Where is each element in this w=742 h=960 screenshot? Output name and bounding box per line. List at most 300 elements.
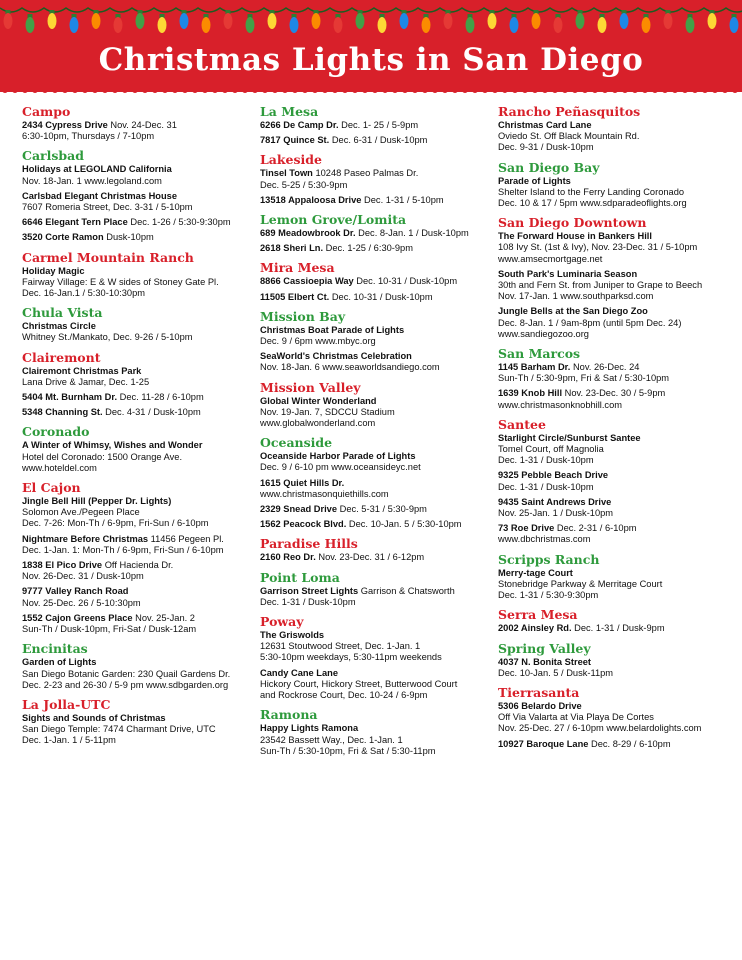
- listing-entry: [22, 164, 250, 186]
- entry-detail-line: Dec. 9 / 6-10 pm www.oceansideyc.net: [260, 462, 421, 473]
- listing-entry: [260, 723, 492, 757]
- entry-detail-line: 6:30-10pm, Thursdays / 7-10pm: [22, 131, 155, 142]
- light-bulb-icon: [708, 10, 717, 29]
- entry-inline-detail: Dec. 6-31 / Dusk-10pm: [329, 135, 428, 146]
- section-heading: La Mesa: [260, 104, 319, 119]
- listing-entry: [498, 470, 738, 492]
- entry-name: Christmas Circle: [22, 321, 96, 332]
- section-heading: Tierrasanta: [498, 684, 580, 700]
- entry-first-line: [22, 266, 250, 277]
- entry-detail-line: Nov. 25-Dec. 27 / 6-10pm www.belardolights.com: [498, 723, 702, 734]
- entry-first-line: [22, 232, 250, 243]
- entry-name: Jingle Bell Hill (Pepper Dr. Lights): [22, 496, 172, 507]
- listing-entry: [22, 120, 250, 142]
- entry-first-line: [498, 568, 738, 579]
- section-mission-bay: [260, 309, 492, 374]
- light-bulb-icon: [532, 10, 541, 29]
- entry-name: Tinsel Town: [260, 168, 313, 179]
- entry-inline-detail: Off Hacienda Dr.: [102, 560, 174, 571]
- entry-first-line: [498, 231, 738, 242]
- entry-name: 2002 Ainsley Rd.: [498, 623, 572, 634]
- entry-name: 1838 El Pico Drive: [22, 560, 103, 571]
- entry-first-line: [498, 470, 738, 481]
- entry-name: Jungle Bells at the San Diego Zoo: [498, 306, 648, 317]
- listing-entry: [260, 478, 492, 500]
- entry-detail-line: Nov. 26-Dec. 31 / Dusk-10pm: [22, 571, 144, 582]
- light-bulb-icon: [202, 14, 211, 33]
- entry-first-line: [498, 176, 738, 187]
- entry-name: Global Winter Wonderland: [260, 395, 377, 406]
- entry-inline-detail: Nov. 26-Dec. 24: [570, 362, 640, 373]
- entry-name: 1639 Knob Hill: [498, 388, 563, 399]
- light-bulb-icon: [224, 10, 233, 29]
- entry-first-line: [260, 168, 492, 179]
- entry-detail-line: Dec. 1-Jan. 1: Mon-Th / 6-9pm, Fri-Sun / 6-10pm: [22, 544, 224, 555]
- section-heading: Point Loma: [260, 569, 340, 585]
- light-bulb-icon: [334, 14, 343, 33]
- listing-entry: [22, 496, 250, 530]
- entry-inline-detail: Dusk-10pm: [103, 232, 154, 243]
- section-heading: Poway: [260, 614, 304, 630]
- entry-first-line: [260, 120, 492, 131]
- entry-website: www.christmasonquiethills.com: [260, 488, 389, 499]
- section-heading: Campo: [22, 104, 71, 119]
- entry-first-line: [260, 519, 492, 530]
- light-bulb-icon: [114, 14, 123, 33]
- entry-first-line: [498, 701, 738, 712]
- entry-first-line: [260, 325, 492, 336]
- entry-inline-detail: Dec. 2-31 / 6-10pm: [554, 523, 637, 534]
- listing-entry: [260, 351, 492, 373]
- section-heading: San Diego Bay: [498, 159, 600, 175]
- light-bulb-icon: [598, 14, 607, 33]
- entry-detail-line: Tomel Court, off Magnolia: [498, 444, 604, 455]
- entry-name: 6646 Elegant Tern Place: [22, 217, 128, 228]
- entry-first-line: [498, 523, 738, 534]
- entry-inline-detail: Garrison & Chatsworth: [358, 585, 455, 596]
- section-heading: Clairemont: [22, 349, 101, 365]
- entry-name: 1615 Quiet Hills Dr.: [260, 477, 345, 488]
- section-heading: Mission Valley: [260, 379, 361, 395]
- section-santee: [498, 417, 738, 546]
- entry-detail-line: 7607 Romeria Street, Dec. 3-31 / 5-10pm: [22, 202, 193, 213]
- section-heading: San Marcos: [498, 346, 581, 362]
- entry-detail-line: Fairway Village: E & W sides of Stoney Gate Pl.: [22, 276, 219, 287]
- entry-inline-detail: Nov. 24-Dec. 31: [107, 120, 177, 130]
- light-bulb-icon: [48, 10, 57, 29]
- section-heading: La Jolla-UTC: [22, 696, 111, 712]
- light-bulb-icon: [246, 14, 255, 33]
- page-title: Christmas Lights in San Diego: [98, 42, 644, 78]
- entry-first-line: [22, 657, 250, 668]
- listing-entry: [498, 497, 738, 519]
- entry-first-line: [22, 586, 250, 597]
- column-left: [22, 104, 250, 753]
- listing-entry: [22, 407, 250, 418]
- entry-name: The Griswolds: [260, 630, 325, 641]
- entry-name: Christmas Card Lane: [498, 120, 592, 130]
- light-bulb-icon: [466, 14, 475, 33]
- listing-entry: [260, 396, 492, 430]
- section-heading: Encinitas: [22, 641, 88, 657]
- light-bulb-icon: [356, 10, 365, 29]
- entry-name: Happy Lights Ramona: [260, 723, 359, 734]
- light-bulb-icon: [642, 14, 651, 33]
- entry-first-line: [260, 451, 492, 462]
- listing-entry: [22, 560, 250, 582]
- section-la-jolla-utc: [22, 697, 250, 747]
- entry-detail-line: Dec. 9-31 / Dusk-10pm: [498, 142, 594, 153]
- section-chula-vista: [22, 305, 250, 343]
- section-heading: Serra Mesa: [498, 607, 578, 623]
- listing-entry: [260, 668, 492, 702]
- entry-inline-detail: Dec. 8-Jan. 1 / Dusk-10pm: [355, 228, 469, 239]
- section-mission-valley: [260, 380, 492, 430]
- listing-entry: [22, 440, 250, 474]
- entry-first-line: [498, 433, 738, 444]
- entry-name: 2329 Snead Drive: [260, 504, 338, 515]
- entry-name: 10927 Baroque Lane: [498, 738, 589, 749]
- entry-first-line: [260, 396, 492, 407]
- section-heading: Oceanside: [260, 435, 333, 451]
- entry-name: 9435 Saint Andrews Drive: [498, 496, 612, 507]
- entry-name: The Forward House in Bankers Hill: [498, 231, 652, 242]
- entry-first-line: [498, 739, 738, 750]
- section-heading: El Cajon: [22, 480, 81, 496]
- entry-inline-detail: Nov. 25-Jan. 2: [132, 612, 195, 623]
- entry-first-line: [22, 713, 250, 724]
- entry-first-line: [260, 630, 492, 641]
- entry-first-line: [22, 534, 250, 545]
- light-bulb-icon: [4, 10, 13, 29]
- section-heading: Lakeside: [260, 152, 322, 168]
- entry-first-line: [22, 191, 250, 202]
- section-heading: Ramona: [260, 707, 318, 723]
- section-lemon-grove-lomita: [260, 212, 492, 254]
- entry-first-line: [260, 552, 492, 563]
- section-la-mesa: [260, 104, 492, 146]
- entry-first-line: [498, 657, 738, 668]
- entry-first-line: [260, 195, 492, 206]
- entry-detail-line: Dec. 9 / 6pm www.mbyc.org: [260, 336, 376, 347]
- light-bulb-icon: [180, 10, 189, 29]
- entry-inline-detail: Dec. 1-31 / 5-10pm: [361, 194, 444, 205]
- entry-inline-detail: Dec. 8-29 / 6-10pm: [588, 738, 671, 749]
- section-heading: Rancho Peñasquitos: [498, 104, 641, 119]
- listing-entry: [260, 120, 492, 131]
- entry-website: www.globalwonderland.com: [260, 418, 376, 429]
- entry-name: Starlight Circle/Sunburst Santee: [498, 432, 641, 443]
- entry-first-line: [22, 217, 250, 228]
- section-el-cajon: [22, 480, 250, 635]
- entry-detail-line: Nov. 18-Jan. 1 www.legoland.com: [22, 175, 162, 186]
- section-oceanside: [260, 435, 492, 530]
- entry-detail-line: Oviedo St. Off Black Mountain Rd.: [498, 131, 640, 142]
- header-banner: [0, 0, 742, 92]
- entry-first-line: [260, 243, 492, 254]
- entry-name: Holiday Magic: [22, 265, 85, 276]
- entry-detail-line: Dec. 1-Jan. 1 / 5-11pm: [22, 735, 116, 746]
- listing-entry: [260, 292, 492, 303]
- entry-detail-line: Dec. 8-Jan. 1 / 9am-8pm (until 5pm Dec. 24): [498, 317, 682, 328]
- section-rancho-penasquitos: [498, 104, 738, 154]
- entry-name: SeaWorld's Christmas Celebration: [260, 351, 412, 362]
- section-heading: Lemon Grove/Lomita: [260, 212, 407, 228]
- entry-detail-line: Dec. 5-25 / 5:30-9pm: [260, 179, 348, 190]
- light-bulb-icon: [554, 14, 563, 33]
- entry-name: 4037 N. Bonita Street: [498, 656, 592, 667]
- entry-first-line: [498, 362, 738, 373]
- listing-entry: [498, 739, 738, 750]
- light-bulb-icon: [576, 10, 585, 29]
- section-lakeside: [260, 152, 492, 206]
- entry-detail-line: Dec. 1-31 / Dusk-10pm: [498, 455, 594, 466]
- entry-first-line: [22, 321, 250, 332]
- listing-entry: [22, 586, 250, 608]
- listing-entry: [22, 266, 250, 300]
- light-bulb-icon: [422, 14, 431, 33]
- light-bulb-icon: [378, 14, 387, 33]
- light-bulb-icon: [70, 14, 79, 33]
- listing-entry: [260, 135, 492, 146]
- entry-inline-detail: 11456 Pegeen Pl.: [148, 533, 224, 544]
- listing-entry: [22, 613, 250, 635]
- entry-first-line: [22, 440, 250, 451]
- listing-entry: [260, 195, 492, 206]
- entry-inline-detail: Dec. 10-Jan. 5 / 5:30-10pm: [346, 519, 462, 530]
- entry-first-line: [22, 392, 250, 403]
- light-bulb-icon: [158, 14, 167, 33]
- entry-detail-line: Sun-Th / 5:30-9pm, Fri & Sat / 5:30-10pm: [498, 373, 670, 384]
- section-encinitas: [22, 641, 250, 691]
- section-heading: Coronado: [22, 424, 90, 440]
- entry-website: www.dbchristmas.com: [498, 534, 591, 545]
- listing-entry: [260, 325, 492, 347]
- entry-inline-detail: Dec. 1-31 / Dusk-9pm: [571, 623, 665, 634]
- entry-detail-line: Dec. 2-23 and 26-30 / 5-9 pm www.sdbgarden.org: [22, 679, 229, 690]
- entry-first-line: [260, 228, 492, 239]
- listing-entry: [498, 701, 738, 735]
- entry-name: 73 Roe Drive: [498, 523, 555, 534]
- entry-inline-detail: Dec. 10-31 / Dusk-10pm: [353, 276, 458, 287]
- entry-website: www.sandiegozoo.org: [498, 328, 589, 339]
- entry-detail-line: Sun-Th / Dusk-10pm, Fri-Sat / Dusk-12am: [22, 624, 197, 635]
- entry-detail-line: San Diego Botanic Garden: 230 Quail Gardens Dr.: [22, 668, 231, 679]
- entry-detail-line: Nov. 25-Dec. 26 / 5-10:30pm: [22, 597, 141, 608]
- entry-detail-line: Sun-Th / 5:30-10pm, Fri & Sat / 5:30-11pm: [260, 745, 436, 756]
- listing-entry: [22, 657, 250, 691]
- entry-name: Garden of Lights: [22, 657, 97, 668]
- section-tierrasanta: [498, 685, 738, 750]
- entry-inline-detail: 10248 Paseo Palmas Dr.: [312, 168, 419, 179]
- entry-name: 9777 Valley Ranch Road: [22, 586, 129, 597]
- entry-first-line: [498, 623, 738, 634]
- entry-name: Nightmare Before Christmas: [22, 533, 149, 544]
- christmas-lights-string-icon: [0, 0, 742, 40]
- entry-name: 9325 Pebble Beach Drive: [498, 470, 609, 481]
- entry-name: 1562 Peacock Blvd.: [260, 519, 347, 530]
- listing-entry: [22, 534, 250, 556]
- listing-entry: [260, 552, 492, 563]
- listing-entry: [22, 713, 250, 747]
- entry-website: www.amsecmortgage.net: [498, 253, 603, 264]
- listing-entry: [498, 388, 738, 410]
- entry-detail-line: 12631 Stoutwood Street, Dec. 1-Jan. 1: [260, 641, 421, 652]
- entry-detail-line: Dec. 1-31 / 5:30-9:30pm: [498, 590, 599, 601]
- listing-entry: [22, 191, 250, 213]
- entry-detail-line: Shelter Island to the Ferry Landing Coronado: [498, 186, 685, 197]
- section-paradise-hills: [260, 536, 492, 563]
- entry-detail-line: Nov. 25-Jan. 1 / Dusk-10pm: [498, 508, 614, 519]
- entry-website: www.hoteldel.com: [22, 462, 97, 473]
- entry-detail-line: Off Via Valarta at Via Playa De Cortes: [498, 712, 654, 723]
- listing-entry: [260, 586, 492, 608]
- section-clairemont: [22, 350, 250, 419]
- entry-name: Oceanside Harbor Parade of Lights: [260, 451, 416, 462]
- listing-entry: [22, 392, 250, 403]
- entry-detail-line: Dec. 1-31 / Dusk-10pm: [498, 481, 594, 492]
- listing-entry: [260, 451, 492, 473]
- entry-detail-line: 23542 Bassett Way., Dec. 1-Jan. 1: [260, 734, 403, 745]
- entry-detail-line: Dec. 1-31 / Dusk-10pm: [260, 596, 356, 607]
- section-san-diego-bay: [498, 160, 738, 210]
- entry-name: 2618 Sheri Ln.: [260, 243, 324, 254]
- entry-first-line: [22, 496, 250, 507]
- entry-name: 3520 Corte Ramon: [22, 232, 104, 243]
- light-bulb-icon: [620, 10, 629, 29]
- section-heading: Spring Valley: [498, 640, 591, 656]
- entry-detail-line: Hotel del Coronado: 1500 Orange Ave.: [22, 451, 183, 462]
- entry-name: Christmas Boat Parade of Lights: [260, 324, 405, 335]
- entry-inline-detail: Dec. 1-26 / 5:30-9:30pm: [127, 217, 231, 228]
- light-bulb-icon: [664, 10, 673, 29]
- entry-name: Parade of Lights: [498, 175, 571, 186]
- entry-detail-line: San Diego Temple: 7474 Charmant Drive, UTC: [22, 724, 216, 735]
- entry-first-line: [260, 504, 492, 515]
- listing-entry: [498, 120, 738, 154]
- light-bulb-icon: [400, 10, 409, 29]
- entry-first-line: [22, 613, 250, 624]
- entry-name: 6266 De Camp Dr.: [260, 120, 339, 130]
- light-bulb-icon: [290, 14, 299, 33]
- section-serra-mesa: [498, 607, 738, 634]
- listing-entry: [498, 306, 738, 340]
- entry-detail-line: Nov. 19-Jan. 7, SDCCU Stadium: [260, 406, 395, 417]
- entry-inline-detail: Dec. 4-31 / Dusk-10pm: [102, 407, 201, 418]
- section-san-diego-downtown: [498, 215, 738, 340]
- entry-name: 5348 Channing St.: [22, 407, 103, 418]
- listing-entry: [498, 231, 738, 265]
- listing-entry: [260, 630, 492, 664]
- entry-name: Garrison Street Lights: [260, 585, 359, 596]
- entry-first-line: [22, 560, 250, 571]
- listing-entry: [498, 568, 738, 602]
- entry-name: 13518 Appaloosa Drive: [260, 194, 362, 205]
- entry-detail-line: Dec. 10 & 17 / 5pm www.sdparadeoflights.org: [498, 198, 687, 209]
- light-bulb-icon: [510, 14, 519, 33]
- section-carlsbad: [22, 148, 250, 243]
- entry-first-line: [260, 135, 492, 146]
- listing-entry: [498, 269, 738, 303]
- entry-name: South Park's Luminaria Season: [498, 268, 638, 279]
- light-bulb-icon: [136, 10, 145, 29]
- column-middle: [260, 104, 492, 763]
- entry-first-line: [498, 120, 738, 131]
- entry-name: 2434 Cypress Drive: [22, 120, 108, 130]
- section-campo: [22, 104, 250, 142]
- entry-detail-line: and Rockrose Court, Dec. 10-24 / 6-9pm: [260, 690, 428, 701]
- entry-detail-line: Hickory Court, Hickory Street, Butterwood Court: [260, 678, 458, 689]
- section-heading: Chula Vista: [22, 305, 103, 321]
- section-mira-mesa: [260, 260, 492, 302]
- entry-name: Sights and Sounds of Christmas: [22, 712, 166, 723]
- entry-inline-detail: Nov. 23-Dec. 30 / 5-9pm: [562, 388, 666, 399]
- entry-inline-detail: Dec. 11-28 / 6-10pm: [117, 392, 204, 403]
- section-san-marcos: [498, 346, 738, 411]
- entry-name: 11505 Elbert Ct.: [260, 291, 330, 302]
- section-heading: Scripps Ranch: [498, 551, 600, 567]
- entry-first-line: [22, 164, 250, 175]
- entry-first-line: [260, 586, 492, 597]
- section-heading: Paradise Hills: [260, 536, 358, 552]
- entry-name: Carlsbad Elegant Christmas House: [22, 190, 177, 201]
- entry-first-line: [22, 366, 250, 377]
- light-bulb-icon: [444, 10, 453, 29]
- entry-first-line: [498, 388, 738, 399]
- section-heading: Carlsbad: [22, 148, 84, 164]
- light-bulb-icon: [268, 10, 277, 29]
- entry-name: A Winter of Whimsy, Wishes and Wonder: [22, 440, 203, 451]
- listing-entry: [498, 433, 738, 467]
- entry-name: 2160 Reo Dr.: [260, 552, 316, 563]
- light-bulb-icon: [26, 14, 35, 33]
- entry-inline-detail: Dec. 10-31 / Dusk-10pm: [329, 291, 433, 302]
- entry-inline-detail: Dec. 5-31 / 5:30-9pm: [337, 504, 427, 515]
- entry-detail-line: Stonebridge Parkway & Merritage Court: [498, 578, 663, 589]
- entry-detail-line: Dec. 10-Jan. 5 / Dusk-11pm: [498, 667, 614, 678]
- column-right: [498, 104, 738, 756]
- section-coronado: [22, 424, 250, 474]
- light-bulb-icon: [92, 10, 101, 29]
- entry-first-line: [498, 269, 738, 280]
- listing-entry: [498, 623, 738, 634]
- entry-detail-line: 108 Ivy St. (1st & Ivy), Nov. 23-Dec. 31 / 5-10pm: [498, 242, 698, 253]
- listing-entry: [22, 366, 250, 388]
- section-heading: Mira Mesa: [260, 260, 335, 276]
- light-bulb-icon: [730, 14, 739, 33]
- entry-detail-line: 30th and Fern St. from Juniper to Grape to Beech: [498, 280, 703, 291]
- entry-detail-line: Lana Drive & Jamar, Dec. 1-25: [22, 376, 150, 387]
- section-heading: Santee: [498, 416, 546, 432]
- entry-first-line: [260, 723, 492, 734]
- section-poway: [260, 614, 492, 701]
- entry-first-line: [260, 276, 492, 287]
- section-heading: San Diego Downtown: [498, 215, 647, 231]
- entry-detail-line: Solomon Ave./Pegeen Place: [22, 507, 140, 518]
- entry-first-line: [260, 351, 492, 362]
- entry-detail-line: Nov. 17-Jan. 1 www.southparksd.com: [498, 291, 654, 302]
- entry-name: 1145 Barham Dr.: [498, 362, 571, 373]
- entry-name: 7817 Quince St.: [260, 135, 330, 146]
- entry-name: Candy Cane Lane: [260, 667, 339, 678]
- listing-entry: [498, 362, 738, 384]
- entry-first-line: [260, 668, 492, 679]
- entry-first-line: [22, 120, 250, 131]
- light-bulb-icon: [686, 14, 695, 33]
- entry-website: www.christmasonknobhill.com: [498, 399, 623, 410]
- section-point-loma: [260, 570, 492, 608]
- entry-detail-line: Dec. 16-Jan.1 / 5:30-10:30pm: [22, 288, 145, 299]
